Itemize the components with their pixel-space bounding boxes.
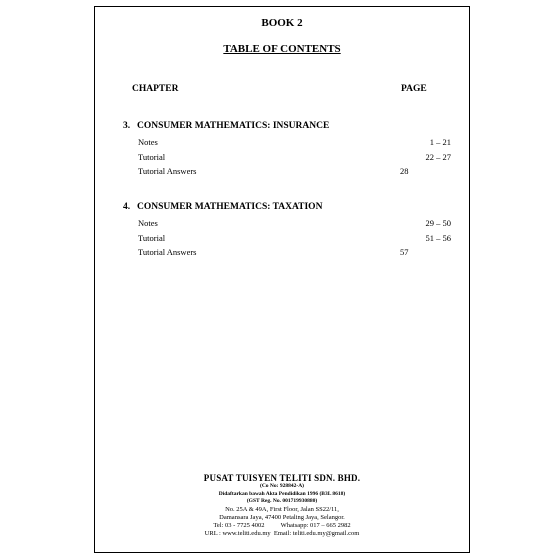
whatsapp: Whatsapp: 017 – 665 2982 [280,521,351,529]
section-insurance [123,121,451,181]
toc-heading: TABLE OF CONTENTS [223,43,341,55]
toc-row-label: Tutorial [138,151,166,162]
publisher-footer [95,473,469,538]
toc-row-label: Tutorial Answers [138,247,197,257]
toc-row-pages: 28 [400,166,409,176]
contact-phone-line [95,522,469,530]
section-title-text: CONSUMER MATHEMATICS: INSURANCE [137,121,330,131]
chapter-column-header: CHAPTER [132,84,179,94]
section-title [123,202,451,216]
page-column-header: PAGE [401,84,427,94]
toc-row [123,233,451,248]
toc-row [123,152,451,167]
book-title: BOOK 2 [261,17,303,29]
address-line-1: No. 25A & 49A, First Floor, Jalan SS22/11, [225,505,339,513]
company-name: PUSAT TUISYEN TELITI SDN. BHD. [203,473,361,483]
document-page [94,6,470,553]
section-number: 4. [123,202,131,212]
telephone: Tel: 03 - 7725 4002 [213,521,265,529]
gst-number: (GST Reg. No. 001719930880) [246,498,318,504]
toc-row-pages: 29 – 50 [425,218,451,228]
company-number: (Co No: 928842-A) [260,483,304,489]
toc-row-label: Notes [138,137,158,147]
section-title [123,121,451,135]
email: Email: teliti.edu.my@gmail.com [273,529,360,537]
toc-row-pages: 57 [400,247,409,257]
website-url: URL : www.teliti.edu.my [204,529,271,537]
toc-row [123,247,451,262]
toc-row-pages: 1 – 21 [429,137,451,147]
toc-row-label: Tutorial Answers [138,166,197,176]
toc-row [123,166,451,181]
section-taxation [123,202,451,262]
toc-row-label: Tutorial [138,232,166,243]
address-line-2: Damansara Jaya, 47400 Petaling Jaya, Selangor. [219,513,345,521]
section-number: 3. [123,121,131,131]
registration-text: Didaftarkan bawah Akta Pendidikan 1996 (B3L 8618) [218,490,346,497]
toc-row-label: Notes [138,218,158,228]
toc-row-pages: 22 – 27 [425,151,451,162]
section-title-text: CONSUMER MATHEMATICS: TAXATION [137,202,323,212]
toc-row [123,137,451,152]
toc-row-pages: 51 – 56 [425,232,451,243]
contact-web-line [95,530,469,538]
toc-row [123,218,451,233]
